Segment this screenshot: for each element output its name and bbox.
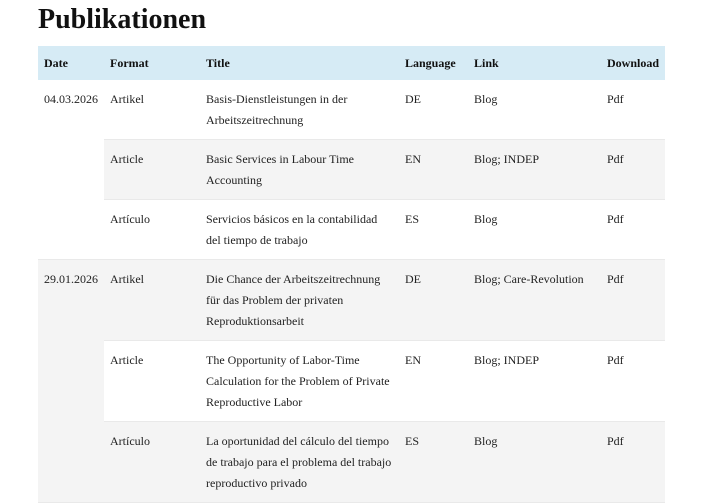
link-cell[interactable]: Blog; Care-Revolution: [468, 260, 601, 341]
title-cell: La oportunidad del cálculo del tiempo de trabajo para el problema del trabajo reproductivo privado: [200, 422, 399, 503]
header-link: Link: [474, 55, 499, 70]
language-cell: ES: [399, 422, 468, 503]
table-body: [38, 80, 665, 503]
header-title: Title: [206, 55, 230, 70]
table-row: [38, 341, 665, 422]
title-cell: Basic Services in Labour Time Accounting: [200, 140, 399, 200]
link-cell[interactable]: Blog: [468, 200, 601, 260]
language-cell: DE: [399, 260, 468, 341]
language-cell: ES: [399, 200, 468, 260]
language-cell: DE: [399, 80, 468, 140]
table-header: [38, 46, 665, 80]
format-cell: Artikel: [104, 80, 200, 140]
table-row: [38, 200, 665, 260]
table-row: [38, 80, 665, 140]
format-cell: Artikel: [104, 260, 200, 341]
format-cell: Artículo: [104, 422, 200, 503]
header-format: Format: [110, 55, 149, 70]
date-cell: 29.01.2026: [38, 260, 104, 503]
link-cell[interactable]: Blog; INDEP: [468, 341, 601, 422]
download-cell[interactable]: Pdf: [601, 80, 665, 140]
download-cell[interactable]: Pdf: [601, 200, 665, 260]
download-cell[interactable]: Pdf: [601, 422, 665, 503]
download-cell[interactable]: Pdf: [601, 140, 665, 200]
download-cell[interactable]: Pdf: [601, 341, 665, 422]
table-row: [38, 422, 665, 503]
table-row: [38, 260, 665, 341]
language-cell: EN: [399, 140, 468, 200]
header-download: Download: [607, 55, 660, 70]
title-cell: The Opportunity of Labor-Time Calculation for the Problem of Private Reproductive Labor: [200, 341, 399, 422]
header-language: Language: [405, 55, 456, 70]
link-cell[interactable]: Blog: [468, 422, 601, 503]
download-cell[interactable]: Pdf: [601, 260, 665, 341]
link-cell[interactable]: Blog: [468, 80, 601, 140]
format-cell: Article: [104, 140, 200, 200]
language-cell: EN: [399, 341, 468, 422]
format-cell: Artículo: [104, 200, 200, 260]
link-cell[interactable]: Blog; INDEP: [468, 140, 601, 200]
table-row: [38, 140, 665, 200]
title-cell: Servicios básicos en la contabilidad del tiempo de trabajo: [200, 200, 399, 260]
publications-table: [38, 46, 665, 503]
header-date: Date: [44, 55, 68, 70]
page-title: Publikationen: [38, 4, 207, 35]
title-cell: Basis-Dienstleistungen in der Arbeitszeitrechnung: [200, 80, 399, 140]
date-cell: 04.03.2026: [38, 80, 104, 260]
format-cell: Article: [104, 341, 200, 422]
title-cell: Die Chance der Arbeitszeitrechnung für das Problem der privaten Reproduktionsarbeit: [200, 260, 399, 341]
